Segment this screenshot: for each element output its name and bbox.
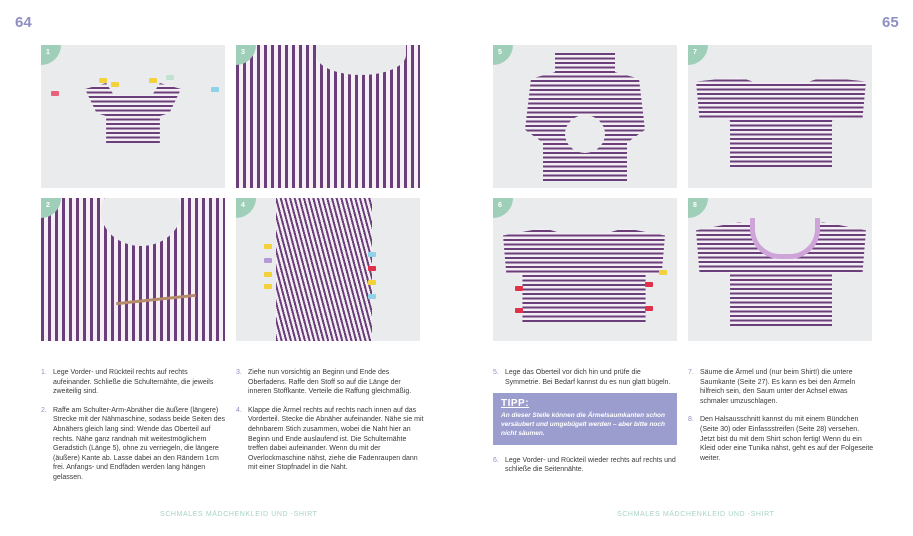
footer-left: SCHMALES MÄDCHENKLEID UND -SHIRT <box>160 511 318 518</box>
clip-icon <box>264 244 272 249</box>
footer-right: SCHMALES MÄDCHENKLEID UND -SHIRT <box>617 511 775 518</box>
clip-icon <box>645 282 653 287</box>
photo-badge: 5 <box>493 45 513 65</box>
photo-step-5 <box>493 45 677 188</box>
neckline-cutout <box>316 45 406 75</box>
clip-icon <box>264 258 272 263</box>
step-item: 5. Lege das Oberteil vor dich hin und prüfe die Symmetrie. Bei Bedarf kannst du es nun glatt bügeln. <box>493 369 671 386</box>
photo-badge: 3 <box>236 45 256 65</box>
instructions-column-3 <box>493 368 677 484</box>
clip-icon <box>51 91 59 96</box>
clip-icon <box>166 75 174 80</box>
clip-icon <box>264 284 272 289</box>
photo-step-3 <box>236 45 420 188</box>
page-number-right: 65 <box>882 14 899 31</box>
shirt-image <box>696 77 866 167</box>
instructions-column-1 <box>41 368 227 492</box>
clip-icon <box>659 270 667 275</box>
photo-step-2 <box>41 198 225 341</box>
clip-icon <box>368 266 376 271</box>
page-number-left: 64 <box>15 14 32 31</box>
clip-icon <box>211 87 219 92</box>
photo-badge: 1 <box>41 45 61 65</box>
step-item: 8. Den Halsausschnitt kannst du mit einem Bündchen (Seite 30) oder Einfassstreifen (Seite 28) versehen. Jetzt bist du mit dem Shirt schon fertig! Wenn du ein Kleid oder eine Tunika nähst, geht es auf der Folgeseite weiter. <box>688 416 874 462</box>
tip-box <box>493 393 677 445</box>
shirt-image <box>503 228 665 322</box>
clip-icon <box>515 286 523 291</box>
shirt-image <box>276 198 372 341</box>
step-item: 1. Lege Vorder- und Rückteil rechts auf rechts aufeinander. Schließe die Schulternähte, die jeweils zweiteilig sind. <box>41 369 214 396</box>
step-item: 2. Raffe am Schulter-Arm-Abnäher die äußere (längere) Strecke mit der Nähmaschine, sodass beide Seiten des Abnähers gleich lang sind: Wende das Oberteil auf rechts. Nähe ganz randnah mit weitestmöglichem Geradstich (Länge 5), ohne zu verriegeln, die längere (äußere) Kante ab. Lasse dabei an den Rändern 1cm frei. Anfangs- und Endfäden werden lang hängen gelassen. <box>41 406 225 481</box>
instructions-column-2 <box>236 368 424 482</box>
neckline-cutout <box>565 115 605 153</box>
step-item: 6. Lege Vorder- und Rückteil wieder rechts auf rechts und schließe die Seitennähte. <box>493 456 676 474</box>
tip-text: An dieser Stelle können die Ärmelsaumkanten schon versäubert und umgebügelt werden – aber bitte noch nicht säumen. <box>501 411 665 437</box>
photo-badge: 7 <box>688 45 708 65</box>
step-item: 7. Säume die Ärmel und (nur beim Shirt!) die untere Saumkante (Seite 27). Es kann es bei den Ärmeln hilfreich sein, den Saum unter der Achsel etwas schmaler umzuschlagen. <box>688 369 856 405</box>
photo-badge: 6 <box>493 198 513 218</box>
photo-step-8 <box>688 198 872 341</box>
clip-icon <box>645 306 653 311</box>
clip-icon <box>368 280 376 285</box>
seam-ripper-image <box>116 294 196 305</box>
instructions-column-4 <box>688 368 874 472</box>
clip-icon <box>368 252 376 257</box>
step-item: 3. Ziehe nun vorsichtig an Beginn und Ende des Oberfadens. Raffe den Stoff so auf die Länge der inneren Stoffkante. Verteile die Raffung gleichmäßig. <box>236 369 412 396</box>
tip-title: TIPP: <box>501 398 530 410</box>
photo-step-6 <box>493 198 677 341</box>
photo-step-4 <box>236 198 420 341</box>
shirt-image <box>85 83 181 143</box>
clip-icon <box>149 78 157 83</box>
photo-badge: 4 <box>236 198 256 218</box>
clip-icon <box>111 82 119 87</box>
photo-badge: 8 <box>688 198 708 218</box>
photo-step-1 <box>41 45 225 188</box>
clip-icon <box>368 294 376 299</box>
neckline-cutout <box>101 198 181 246</box>
photo-badge: 2 <box>41 198 61 218</box>
step-item: 4. Klappe die Ärmel rechts auf rechts nach innen auf das Vorderteil. Stecke die Abnäher aufeinander. Nähe sie mit dehnbarem Stich zusammen, wobei die Naht hier an Beginn und Ende auslaufend ist. Die Schulternähte treffen dabei aufeinander. Wenn du mit der Overlockmaschine nähst, ziehe die Fadenraupen dann mit einer Stopfnadel in die Naht. <box>236 406 424 472</box>
photo-step-7 <box>688 45 872 188</box>
clip-icon <box>515 308 523 313</box>
clip-icon <box>264 272 272 277</box>
clip-icon <box>99 78 107 83</box>
